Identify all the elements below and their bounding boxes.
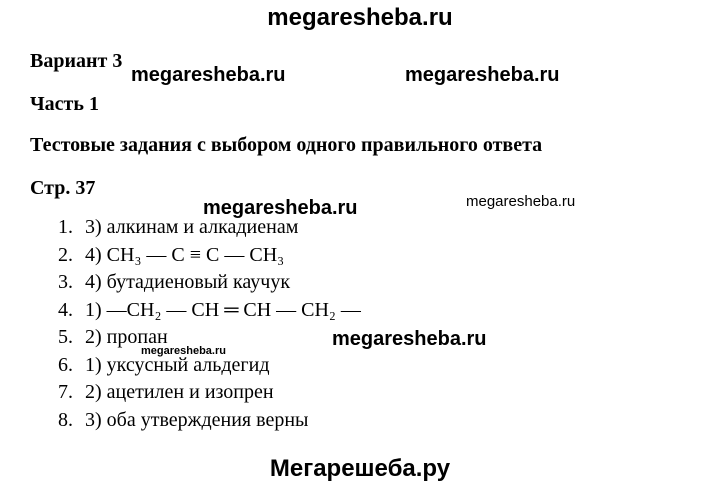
answer-item bbox=[58, 379, 361, 407]
answer-item bbox=[58, 407, 361, 435]
answer-text: 3) оба утверждения верны bbox=[85, 408, 309, 431]
watermark-f: megaresheba.ru bbox=[141, 345, 226, 357]
answer-number: 7. bbox=[58, 381, 73, 403]
watermark-d: megaresheba.ru bbox=[466, 193, 576, 210]
answer-list bbox=[58, 214, 361, 434]
watermark-a: megaresheba.ru bbox=[131, 64, 286, 86]
watermark-b: megaresheba.ru bbox=[405, 64, 560, 86]
part-heading: Часть 1 bbox=[30, 93, 99, 115]
answer-text: 3) алкинам и алкадиенам bbox=[85, 216, 299, 238]
variant-heading: Вариант 3 bbox=[30, 50, 123, 72]
watermark-c: megaresheba.ru bbox=[203, 197, 358, 219]
answer-text: 4) CH₃ — C ≡ C — CH₃ bbox=[85, 243, 285, 266]
answer-text: 2) пропан bbox=[85, 326, 168, 348]
answer-text: 1) уксусный альдегид bbox=[85, 353, 270, 376]
answer-number: 8. bbox=[58, 408, 73, 431]
page-reference: Стр. 37 bbox=[30, 177, 96, 199]
watermark-top: megaresheba.ru bbox=[267, 4, 453, 31]
answer-number: 4. bbox=[58, 298, 73, 321]
answer-item bbox=[58, 297, 361, 325]
answer-number: 3. bbox=[58, 271, 73, 293]
answer-number: 5. bbox=[58, 326, 73, 348]
answer-number: 2. bbox=[58, 243, 73, 266]
answer-text: 4) бутадиеновый каучук bbox=[85, 271, 291, 293]
answer-number: 1. bbox=[58, 216, 73, 238]
answer-text: 1) —CH₂ — CH ═ CH — CH₂ — bbox=[85, 298, 361, 321]
answer-number: 6. bbox=[58, 353, 73, 376]
watermark-e: megaresheba.ru bbox=[332, 328, 487, 350]
answer-text: 2) ацетилен и изопрен bbox=[85, 381, 274, 403]
section-title: Тестовые задания с выбором одного правильного ответа bbox=[30, 134, 543, 156]
answer-item bbox=[58, 269, 361, 297]
answer-item bbox=[58, 242, 361, 270]
watermark-bottom: Мегарешеба.ру bbox=[269, 455, 451, 482]
